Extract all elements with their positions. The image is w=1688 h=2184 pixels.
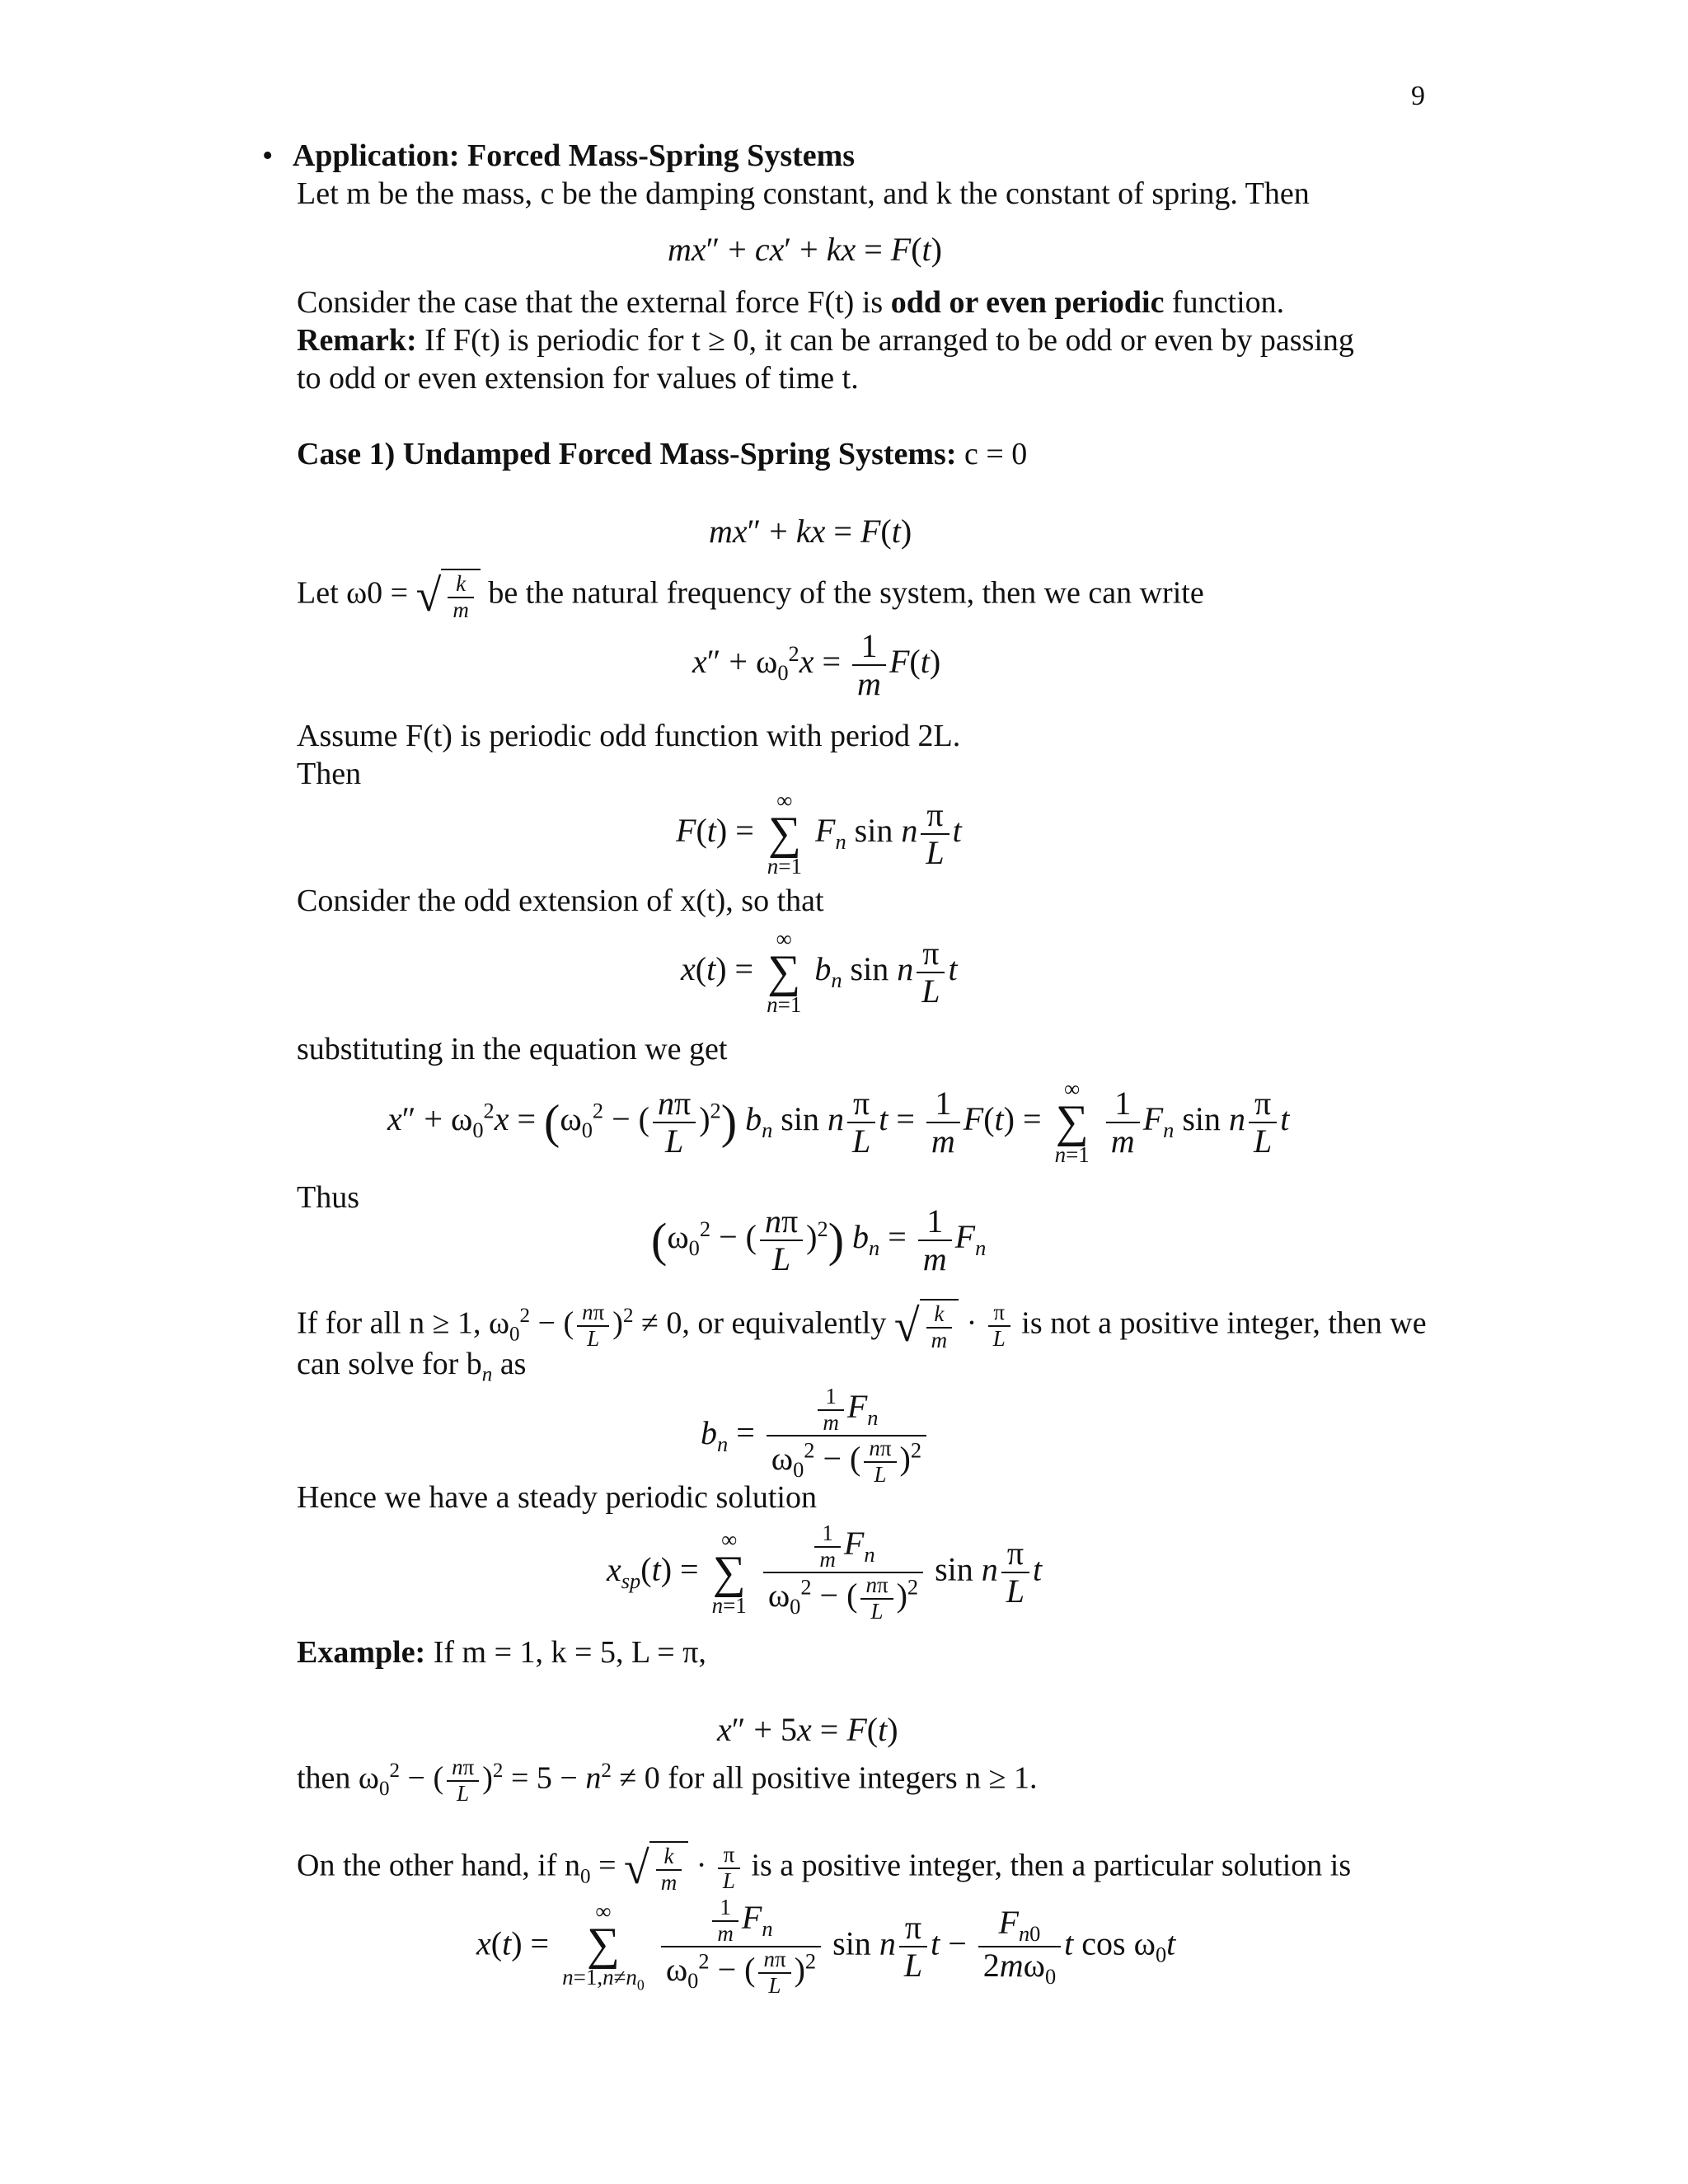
sqrt-k-over-m: √ $\frac{k}{m}$: [416, 567, 481, 625]
sqrt-k-over-m-3: √ $\frac{k}{m}$: [624, 1840, 688, 1897]
particular-solution: x(t) = ∞ ∑ $n=1,n\ne n_0$ $\frac{1}{m}$ $F_n$ $\omega_0^2$ − ( $\frac{n\pi}{L}$ )$^2$ sin n $\frac{\pi}{L}$ t − $\frac{F_{n0}}{2m\omega_0}$ t $\cos \omega_0t$: [476, 1895, 1176, 1999]
page-number: 9: [1411, 81, 1425, 111]
section-heading: [262, 137, 855, 176]
sqrt-k-over-m-2: √ $\frac{k}{m}$: [894, 1297, 959, 1355]
thus-text: Thus: [297, 1180, 359, 1215]
example-label: Example:: [297, 1635, 426, 1670]
hence-text: Hence we have a steady periodic solution: [297, 1480, 817, 1515]
consider-text: Consider the case that the external force F(t) is odd or even periodic function.: [297, 285, 1285, 320]
assume-line-2: Then: [297, 757, 362, 791]
condition-line-2: can solve for $b_n$ as: [297, 1347, 527, 1386]
fourier-series-x: x(t) = ∞ ∑ n=1 $b_n$ sin n $\frac{\pi}{L}$ t: [681, 926, 958, 1018]
bullet: •: [262, 138, 274, 173]
example: Example: If m = 1, k = 5, L = π,: [297, 1635, 706, 1670]
intro-text: Let m be the mass, c be the damping constant, and k the constant of spring. Then: [297, 176, 1310, 211]
equation-2: mx″ + kx = F(t): [709, 513, 912, 550]
example-equation: x″ + 5x = F(t): [717, 1711, 898, 1748]
other-hand-line: On the other hand, if $n_0$ = √ $\frac{k}{m}$ · $\frac{\pi}{L}$ is a positive integer, then a particular solution is: [297, 1840, 1351, 1897]
then-line: then $\omega_0^2$ − ( $\frac{n\pi}{L}$ )$^2 = 5 - n^2 \ne 0$ for all positive integers n ≥ 1.: [297, 1755, 1038, 1806]
fourier-series-F: F(t) = ∞ ∑ n=1 $F_n$ sin n $\frac{\pi}{L}$ t: [676, 788, 962, 879]
equation-3: $x'' + \omega_0^2x$ = $\frac{1}{m}$ F(t): [692, 627, 941, 702]
omega-definition: Let ω0 = √ $\frac{k}{m}$ be the natural frequency of the system, then we can write: [297, 567, 1204, 625]
equation-1: mx″ + cx′ + kx = F(t): [668, 231, 942, 268]
case1-heading: Case 1) Undamped Forced Mass-Spring Systems: c = 0: [297, 437, 1028, 471]
steady-periodic-solution: $x_{sp}(t)$ = ∞ ∑ n=1 $\frac{1}{m}$ $F_n$ $\omega_0^2$ − ( $\frac{n\pi}{L}$ )$^2$ sin n $\frac{\pi}{L}$ t: [607, 1521, 1043, 1624]
condition-line: If for all n ≥ 1, $\omega_0^2$ − ( $\frac{n\pi}{L}$ )$^2$ ≠ 0, or equivalently √ $\frac{k}{m}$ · $\frac{\pi}{L}$ is not a positive integer, then we: [297, 1297, 1427, 1355]
remark-line-2: to odd or even extension for values of time t.: [297, 361, 859, 396]
consider-odd-extension: Consider the odd extension of x(t), so that: [297, 883, 824, 918]
substituting-text: substituting in the equation we get: [297, 1032, 728, 1066]
bn-solution: $b_n$ = $\frac{1}{m}$ $F_n$ $\omega_0^2$ − ( $\frac{n\pi}{L}$ )$^2$: [701, 1385, 930, 1488]
coefficient-equation: ($\omega_0^2$ − ( $\frac{n\pi}{L}$ )$^2$) $b_n$ = $\frac{1}{m}$ $F_n$: [651, 1202, 987, 1277]
remark: Remark: If F(t) is periodic for t ≥ 0, it can be arranged to be odd or even by passing: [297, 323, 1354, 358]
assume-line-1: Assume F(t) is periodic odd function with period 2L.: [297, 719, 961, 753]
substituted-equation: $x'' + \omega_0^2x = (\omega_0^2$ − ( $\frac{n\pi}{L}$ )$^2$) $b_n$ sin n $\frac{\pi}{L}$ t = $\frac{1}{m}$ F(t) = ∞ ∑ n=1 $\frac{1}{m}$ $F_n$ sin n $\frac{\pi}{L}$ t: [387, 1076, 1290, 1168]
remark-label: Remark:: [297, 323, 417, 358]
section-title: Application: Forced Mass-Spring Systems: [292, 138, 856, 173]
